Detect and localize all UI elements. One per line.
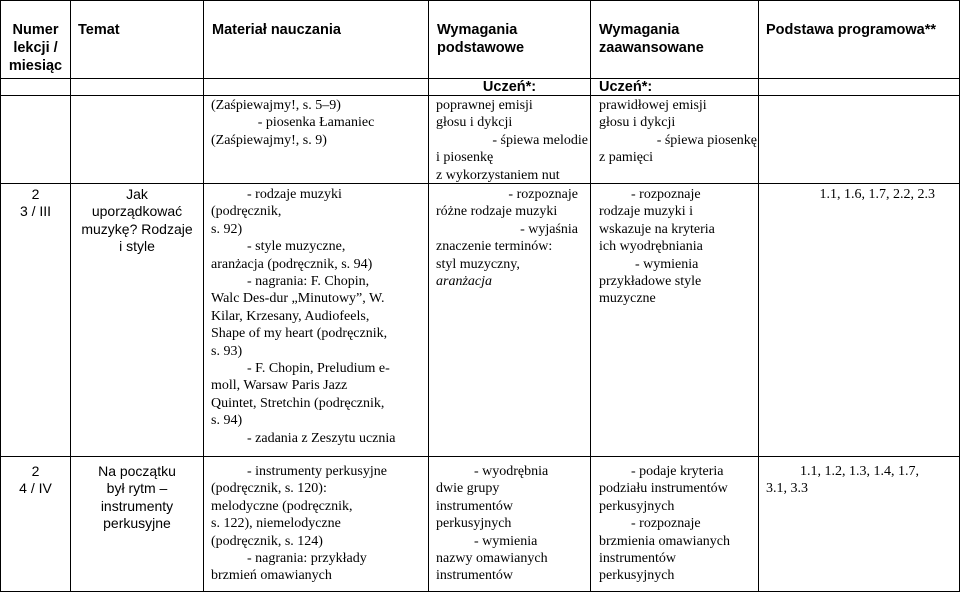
- header-basic-requirements: Wymagania podstawowe: [437, 22, 525, 56]
- lesson-number-3: 2 3 / III: [19, 186, 52, 220]
- basic-continuation: poprawnej emisji głosu i dykcji - śpiewa melodie i piosenkę z wykorzystaniem nut: [436, 98, 588, 183]
- lesson-topic-3: Jak uporządkować muzykę? Rodzaje i style: [81, 186, 193, 255]
- header-curriculum: Podstawa programowa**: [766, 22, 937, 38]
- lesson-basic-3: - rozpoznaje różne rodzaje muzyki - wyjaśnia znaczenie terminów: styl muzyczny, aranżacja: [436, 187, 578, 290]
- material-continuation: (Zaśpiewajmy!, s. 5–9) - piosenka Łamaniec (Zaśpiewajmy!, s. 9): [211, 98, 375, 148]
- lesson-basic-4: - wyodrębnia dwie grupy instrumentów perkusyjnych - wymienia nazwy omawianych instrumentów: [436, 464, 549, 584]
- student-label-advanced: Uczeń*:: [599, 79, 653, 95]
- student-label-basic: Uczeń*:: [482, 79, 537, 95]
- lesson-topic-4: Na początku był rytm – instrumenty perkusyjne: [98, 463, 176, 532]
- lesson-curriculum-3: 1.1, 1.6, 1.7, 2.2, 2.3: [819, 187, 935, 202]
- lesson-number-4: 2 4 / IV: [19, 463, 52, 497]
- lesson-material-3: - rodzaje muzyki (podręcznik, s. 92) - style muzyczne, aranżacja (podręcznik, s. 94) - nagrania: F. Chopin, Walc Des-dur „Minutowy”, W. Kilar, Krzesany, Audiofeels, Shape of my heart (podręcznik, s. 93) - F. Chopin, Preludium e- moll, Warsaw Paris Jazz Quintet, Stretchin (podręcznik, s. 94) - zadania z Zeszytu ucznia: [211, 187, 396, 446]
- advanced-continuation: prawidłowej emisji głosu i dykcji - śpiewa piosenkę z pamięci: [599, 98, 757, 166]
- header-topic: Temat: [78, 22, 120, 38]
- header-material: Materiał nauczania: [212, 22, 341, 38]
- lesson-curriculum-4: 1.1, 1.2, 1.3, 1.4, 1.7, 3.1, 3.3: [766, 464, 919, 497]
- header-lesson-number: Numer lekcji / miesiąc: [8, 22, 63, 74]
- header-advanced-requirements: Wymagania zaawansowane: [599, 22, 704, 56]
- lesson-advanced-3: - rozpoznaje rodzaje muzyki i wskazuje na kryteria ich wyodrębniania - wymienia przykładowe style muzyczne: [599, 187, 715, 307]
- lesson-material-4: - instrumenty perkusyjne (podręcznik, s. 120): melodyczne (podręcznik, s. 122), niemelodyczne (podręcznik, s. 124) - nagrania: przykłady brzmień omawianych: [211, 464, 387, 584]
- lesson-advanced-4: - podaje kryteria podziału instrumentów perkusyjnych - rozpoznaje brzmienia omawianych instrumentów perkusyjnych: [599, 464, 731, 584]
